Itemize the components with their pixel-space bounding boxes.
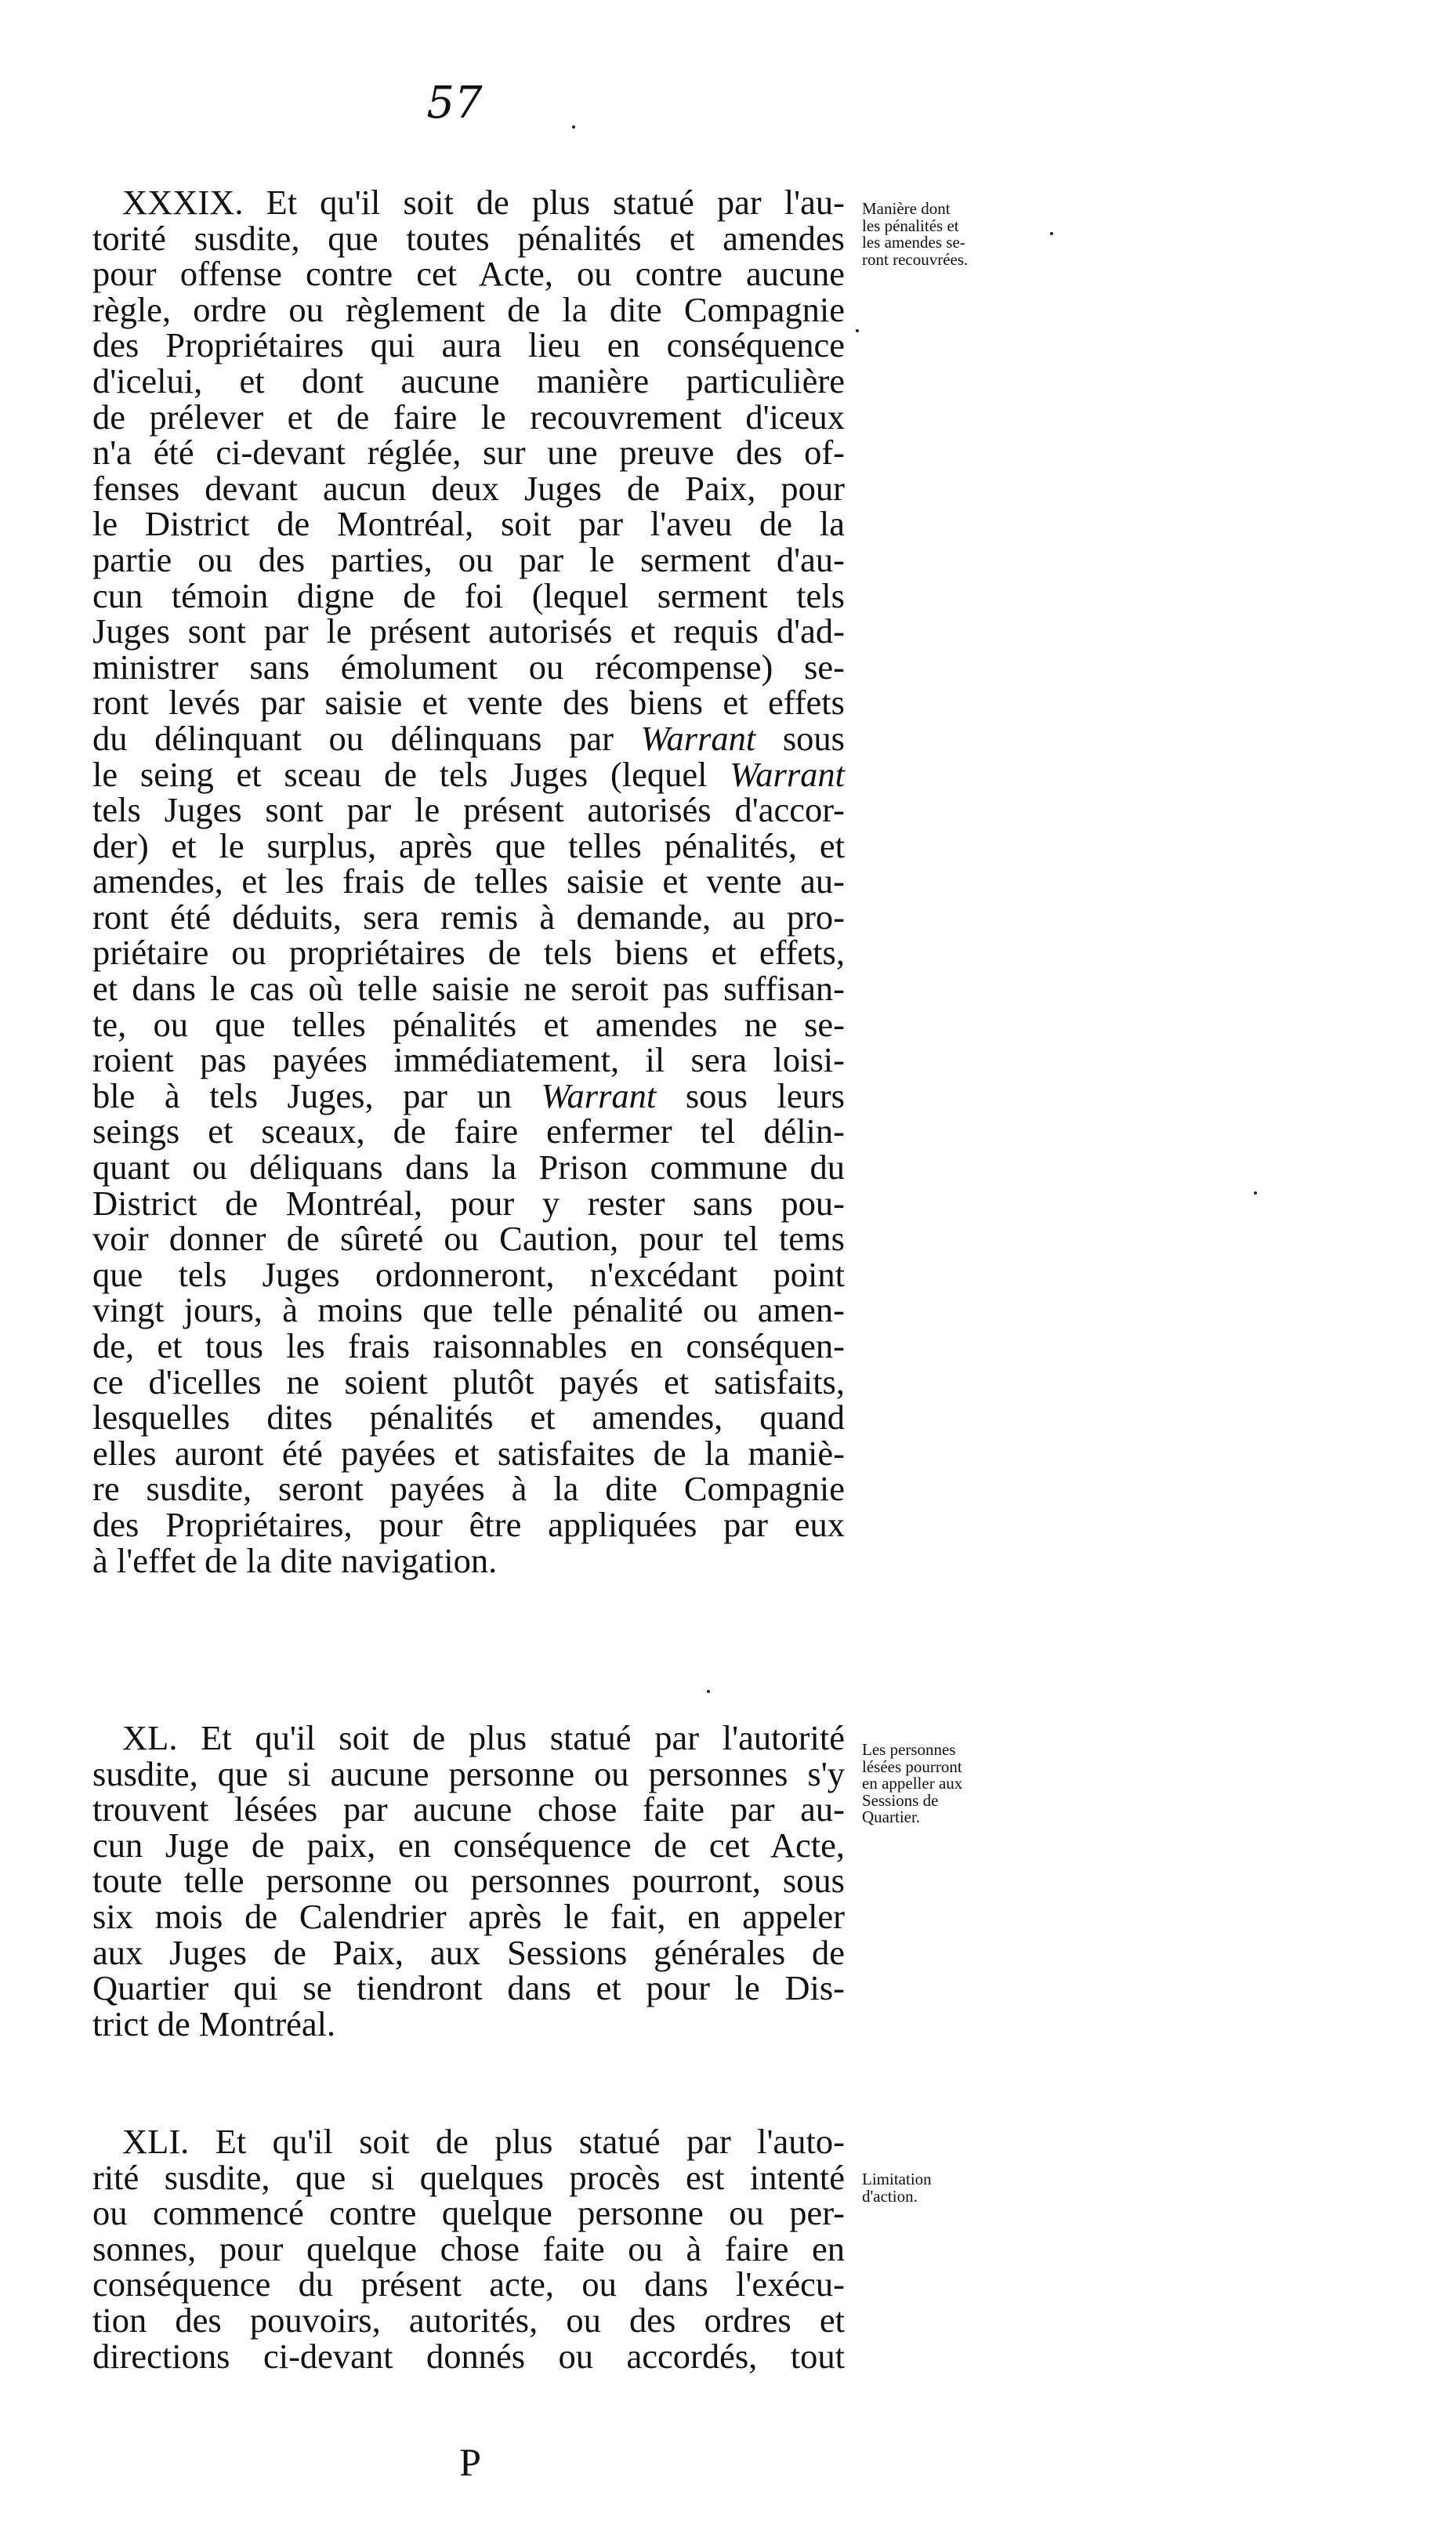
text-line: fenses devant aucun deux Juges de Paix, pour — [92, 468, 845, 508]
margin-note-line: Sessions de — [862, 1790, 939, 1810]
text-line: tels Juges sont par le présent autorisés d'accor- — [92, 790, 845, 830]
margin-note-limitation — [862, 2171, 995, 2205]
text-line: tion des pouvoirs, autorités, ou des ordres et — [92, 2300, 845, 2340]
text-line: roient pas payées immédiatement, il sera loisi- — [92, 1040, 845, 1080]
text-line: pour offense contre cet Acte, ou contre aucune — [92, 254, 845, 294]
text-line: conséquence du présent acte, ou dans l'exécu- — [92, 2264, 845, 2304]
text-line: ront été déduits, sera remis à demande, au pro- — [92, 897, 845, 937]
text-line: vingt jours, à moins que telle pénalité ou amen- — [92, 1290, 845, 1330]
text-line: du délinquant ou délinquans par Warrant sous — [92, 718, 845, 758]
text-line: cun Juge de paix, en conséquence de cet Acte, — [92, 1825, 845, 1865]
text-line: XL. Et qu'il soit de plus statué par l'autorité — [122, 1718, 845, 1757]
margin-note-line: en appeller aux — [862, 1774, 963, 1793]
text-line: ministrer sans émolument ou récompense) se- — [92, 647, 845, 687]
text-line: de prélever et de faire le recouvrement d'iceux — [92, 397, 845, 437]
margin-note-line: les pénalités et — [862, 216, 959, 235]
text-line: ble à tels Juges, par un Warrant sous leurs — [92, 1075, 845, 1115]
text-line: aux Juges de Paix, aux Sessions générales de — [92, 1932, 845, 1972]
text-line: le seing et sceau de tels Juges (lequel Warrant — [92, 754, 845, 794]
text-line: partie ou des parties, ou par le serment d'au- — [92, 539, 845, 579]
text-line: torité susdite, que toutes pénalités et amendes — [92, 218, 845, 258]
text-line: te, ou que telles pénalités et amendes ne se- — [92, 1004, 845, 1044]
text-line: lesquelles dites pénalités et amendes, quand — [92, 1398, 845, 1438]
text-line: XXXIX. Et qu'il soit de plus statué par l'au- — [122, 183, 845, 222]
section-xl — [92, 1720, 845, 2042]
text-line: six mois de Calendrier après le fait, en appeler — [92, 1896, 845, 1936]
text-line: trict de Montréal. — [92, 2003, 336, 2043]
text-line: priétaire ou propriétaires de tels biens et effets, — [92, 933, 845, 973]
print-speck — [572, 125, 575, 129]
text-line: d'icelui, et dont aucune manière particulière — [92, 361, 845, 401]
text-line: ou commencé contre quelque personne ou per- — [92, 2193, 845, 2233]
text-line: ce d'icelles ne soient plutôt payés et satisfaits, — [92, 1361, 845, 1401]
margin-note-line: lésées pourront — [862, 1757, 962, 1776]
text-line: elles auront été payées et satisfaites de la maniè- — [92, 1433, 845, 1473]
text-line: re susdite, seront payées à la dite Compagnie — [92, 1469, 845, 1509]
margin-note-line: Manière dont — [862, 199, 951, 218]
text-line: Juges sont par le présent autorisés et requis d'ad- — [92, 611, 845, 651]
text-line: et dans le cas où telle saisie ne seroit pas suffisan- — [92, 969, 845, 1009]
text-line: que tels Juges ordonneront, n'excédant point — [92, 1254, 845, 1294]
print-speck — [856, 329, 859, 332]
margin-note-line: Limitation — [862, 2170, 932, 2188]
margin-note-line: Quartier. — [862, 1807, 921, 1826]
margin-note-line: Les personnes — [862, 1740, 956, 1759]
text-line: ront levés par saisie et vente des biens et effets — [92, 683, 845, 723]
text-line: seings et sceaux, de faire enfermer tel délin- — [92, 1111, 845, 1151]
page-number: 57 — [426, 78, 483, 129]
text-line: des Propriétaires, pour être appliquées par eux — [92, 1504, 845, 1544]
print-speck — [1254, 1191, 1257, 1195]
text-line: rité susdite, que si quelques procès est intenté — [92, 2157, 845, 2197]
text-line: XLI. Et qu'il soit de plus statué par l'auto- — [122, 2122, 845, 2161]
text-line: amendes, et les frais de telles saisie et vente au- — [92, 861, 845, 901]
print-speck — [707, 1690, 710, 1693]
text-line: District de Montréal, pour y rester sans pou- — [92, 1183, 845, 1223]
signature-mark: P — [459, 2440, 481, 2484]
text-line: directions ci-devant donnés ou accordés, tout — [92, 2336, 845, 2376]
text-line: Quartier qui se tiendront dans et pour le Dis- — [92, 1968, 845, 2008]
text-line: der) et le surplus, après que telles pénalités, et — [92, 825, 845, 865]
text-line: n'a été ci-devant réglée, sur une preuve des of- — [92, 433, 845, 473]
text-line: toute telle personne ou personnes pourront, sous — [92, 1861, 845, 1901]
text-line: cun témoin digne de foi (lequel serment tels — [92, 575, 845, 615]
text-line: à l'effet de la dite navigation. — [92, 1540, 498, 1580]
print-speck — [1050, 232, 1053, 235]
text-line: règle, ordre ou règlement de la dite Compagnie — [92, 289, 845, 329]
section-xli — [92, 2124, 845, 2374]
section-xxxix — [92, 185, 845, 1579]
text-line: le District de Montréal, soit par l'aveu de la — [92, 504, 845, 544]
text-line: de, et tous les frais raisonnables en conséquen- — [92, 1326, 845, 1365]
text-line: susdite, que si aucune personne ou personnes s'y — [92, 1753, 845, 1793]
margin-note-recouvrement — [862, 201, 995, 268]
margin-note-line: les amendes se- — [862, 233, 965, 252]
text-line: voir donner de sûreté ou Caution, pour tel tems — [92, 1219, 845, 1259]
text-line: sonnes, pour quelque chose faite ou à faire en — [92, 2228, 845, 2268]
margin-note-appel — [862, 1742, 995, 1826]
margin-note-line: d'action. — [862, 2186, 918, 2206]
text-line: des Propriétaires qui aura lieu en conséquence — [92, 325, 845, 365]
text-line: quant ou déliquans dans la Prison commune du — [92, 1148, 845, 1187]
text-line: trouvent lésées par aucune chose faite par au- — [92, 1789, 845, 1829]
margin-note-line: ront recouvrées. — [862, 249, 969, 269]
